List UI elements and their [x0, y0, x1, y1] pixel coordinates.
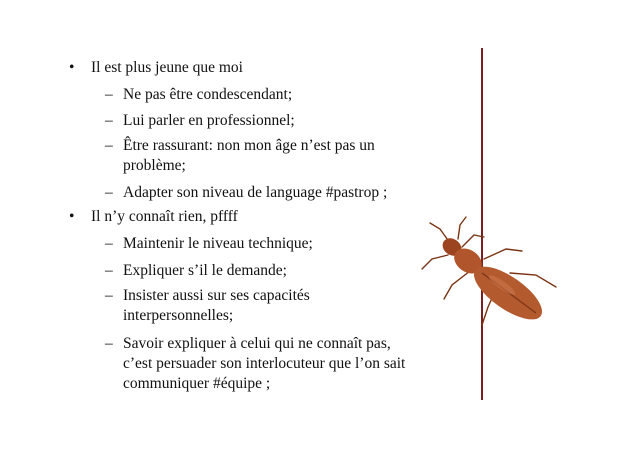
dash-marker: – [105, 262, 113, 279]
dash-marker: – [105, 137, 113, 154]
dash-marker: – [105, 335, 113, 352]
bullet-2-text: Il n’y connaît rien, pffff [91, 208, 238, 225]
bullet-2-sub-4-cont-1: c’est persuader son interlocuteur que l’on sait [123, 355, 406, 372]
bullet-2-sub-4: Savoir expliquer à celui qui ne connaît pas, [123, 335, 391, 352]
bullet-1-sub-2: Lui parler en professionnel; [123, 112, 295, 129]
bullet-1-sub-4: Adapter son niveau de language #pastrop ; [123, 184, 388, 201]
dash-marker: – [105, 112, 113, 129]
bullet-1-sub-3-cont: problème; [123, 157, 186, 174]
bullet-2-sub-4-cont-2: communiquer #équipe ; [123, 375, 271, 392]
bullet-2-sub-3: Insister aussi sur ses capacités [123, 287, 310, 304]
dash-marker: – [105, 86, 113, 103]
bullet-2-sub-2: Expliquer s’il le demande; [123, 262, 287, 279]
dash-marker: – [105, 287, 113, 304]
bullet-marker: • [69, 59, 75, 76]
dash-marker: – [105, 235, 113, 252]
bullet-1-text: Il est plus jeune que moi [91, 59, 243, 76]
dash-marker: – [105, 184, 113, 201]
bullet-2-sub-1: Maintenir le niveau technique; [123, 235, 313, 252]
beetle-icon [418, 215, 568, 335]
bullet-1-sub-1: Ne pas être condescendant; [123, 86, 293, 103]
bullet-1-sub-3: Être rassurant: non mon âge n’est pas un [123, 137, 375, 154]
bullet-2-sub-3-cont: interpersonnelles; [123, 307, 234, 324]
bullet-marker: • [69, 208, 75, 225]
